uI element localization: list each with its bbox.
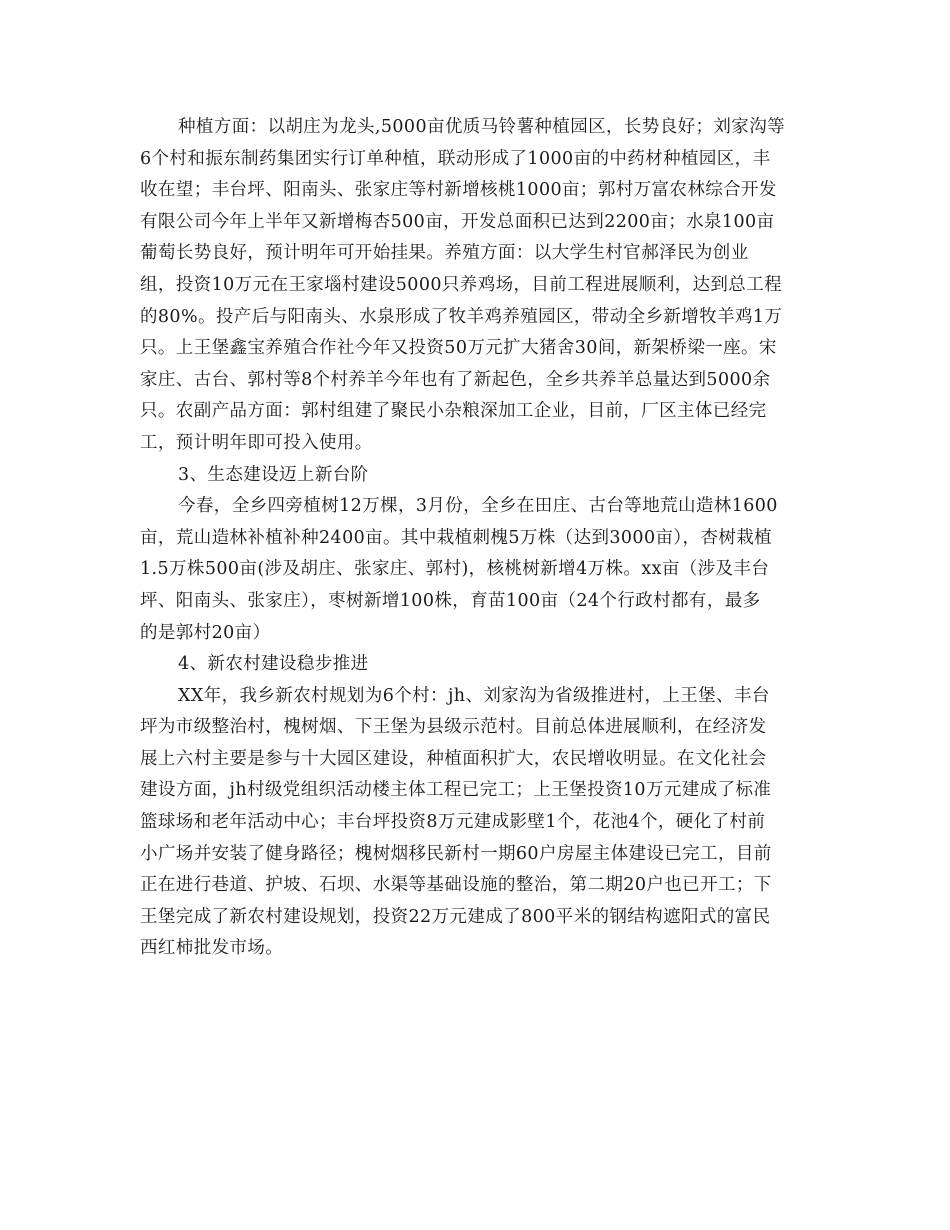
text-line: 家庄、古台、郭村等8个村养羊今年也有了新起色，全乡共养羊总量达到5000余 [140, 369, 771, 390]
paragraph-new-village [140, 681, 812, 965]
text-line: 1.5万株500亩(涉及胡庄、张家庄、郭村)，核桃树新增4万株。xx亩（涉及丰台 [140, 559, 770, 580]
section-heading-new-village: 4、新农村建设稳步推进 [178, 654, 369, 675]
text-line: XX年，我乡新农村规划为6个村：jh、刘家沟为省级推进村，上王堡、丰台 [178, 685, 770, 706]
text-line: 收在望；丰台坪、阳南头、张家庄等村新增核桃1000亩；郭村万富农林综合开发 [140, 180, 777, 201]
text-line: 坪为市级整治村，槐树烟、下王堡为县级示范村。目前总体进展顺利，在经济发 [140, 717, 767, 738]
paragraph-planting-breeding [140, 112, 812, 460]
text-line: 王堡完成了新农村建设规划，投资22万元建成了800平米的钢结构遮阳式的富民 [140, 906, 771, 927]
text-line: 西红柿批发市场。 [140, 938, 284, 959]
text-line: 组，投资10万元在王家堖村建设5000只养鸡场，目前工程进展顺利，达到总工程 [140, 274, 783, 295]
text-line: 葡萄长势良好，预计明年可开始挂果。养殖方面：以大学生村官郝泽民为创业 [140, 243, 749, 264]
text-line: 建设方面，jh村级党组织活动楼主体工程已完工；上王堡投资10万元建成了标准 [140, 780, 772, 801]
document-body [140, 112, 812, 965]
text-line: 工，预计明年即可投入使用。 [140, 432, 373, 453]
text-line: 种植方面：以胡庄为龙头,5000亩优质马铃薯种植园区，长势良好；刘家沟等 [178, 117, 785, 137]
text-line: 只。农副产品方面：郭村组建了聚民小杂粮深加工企业，目前，厂区主体已经完 [140, 401, 767, 422]
section-heading-ecology: 3、生态建设迈上新台阶 [178, 464, 369, 485]
text-line: 只。上王堡鑫宝养殖合作社今年又投资50万元扩大猪舍30间，新架桥梁一座。宋 [140, 338, 777, 359]
text-line: 6个村和振东制药集团实行订单种植，联动形成了1000亩的中药材种植园区，丰 [140, 148, 771, 169]
text-line: 小广场并安装了健身路径；槐树烟移民新村一期60户房屋主体建设已完工，目前 [140, 843, 772, 864]
text-line: 亩，荒山造林补植补种2400亩。其中栽植刺槐5万株（达到3000亩），杏树栽植 [140, 527, 773, 548]
text-line: 的80%。投产后与阳南头、水泉形成了牧羊鸡养殖园区，带动全乡新增牧羊鸡1万 [140, 306, 783, 327]
text-line: 展上六村主要是参与十大园区建设，种植面积扩大，农民增收明显。在文化社会 [140, 748, 767, 769]
text-line: 今春，全乡四旁植树12万棵，3月份，全乡在田庄、古台等地荒山造林1600 [178, 496, 778, 517]
text-line: 篮球场和老年活动中心；丰台坪投资8万元建成影壁1个，花池4个，硬化了村前 [140, 812, 766, 833]
paragraph-ecology [140, 491, 812, 649]
text-line: 的是郭村20亩） [140, 622, 271, 643]
text-line: 有限公司今年上半年又新增梅杏500亩，开发总面积已达到2200亩；水泉100亩 [140, 211, 775, 232]
text-line: 坪、阳南头、张家庄），枣树新增100株，育苗100亩（24个行政村都有，最多 [140, 590, 761, 611]
text-line: 正在进行巷道、护坡、石坝、水渠等基础设施的整治，第二期20户也已开工；下 [140, 875, 772, 896]
